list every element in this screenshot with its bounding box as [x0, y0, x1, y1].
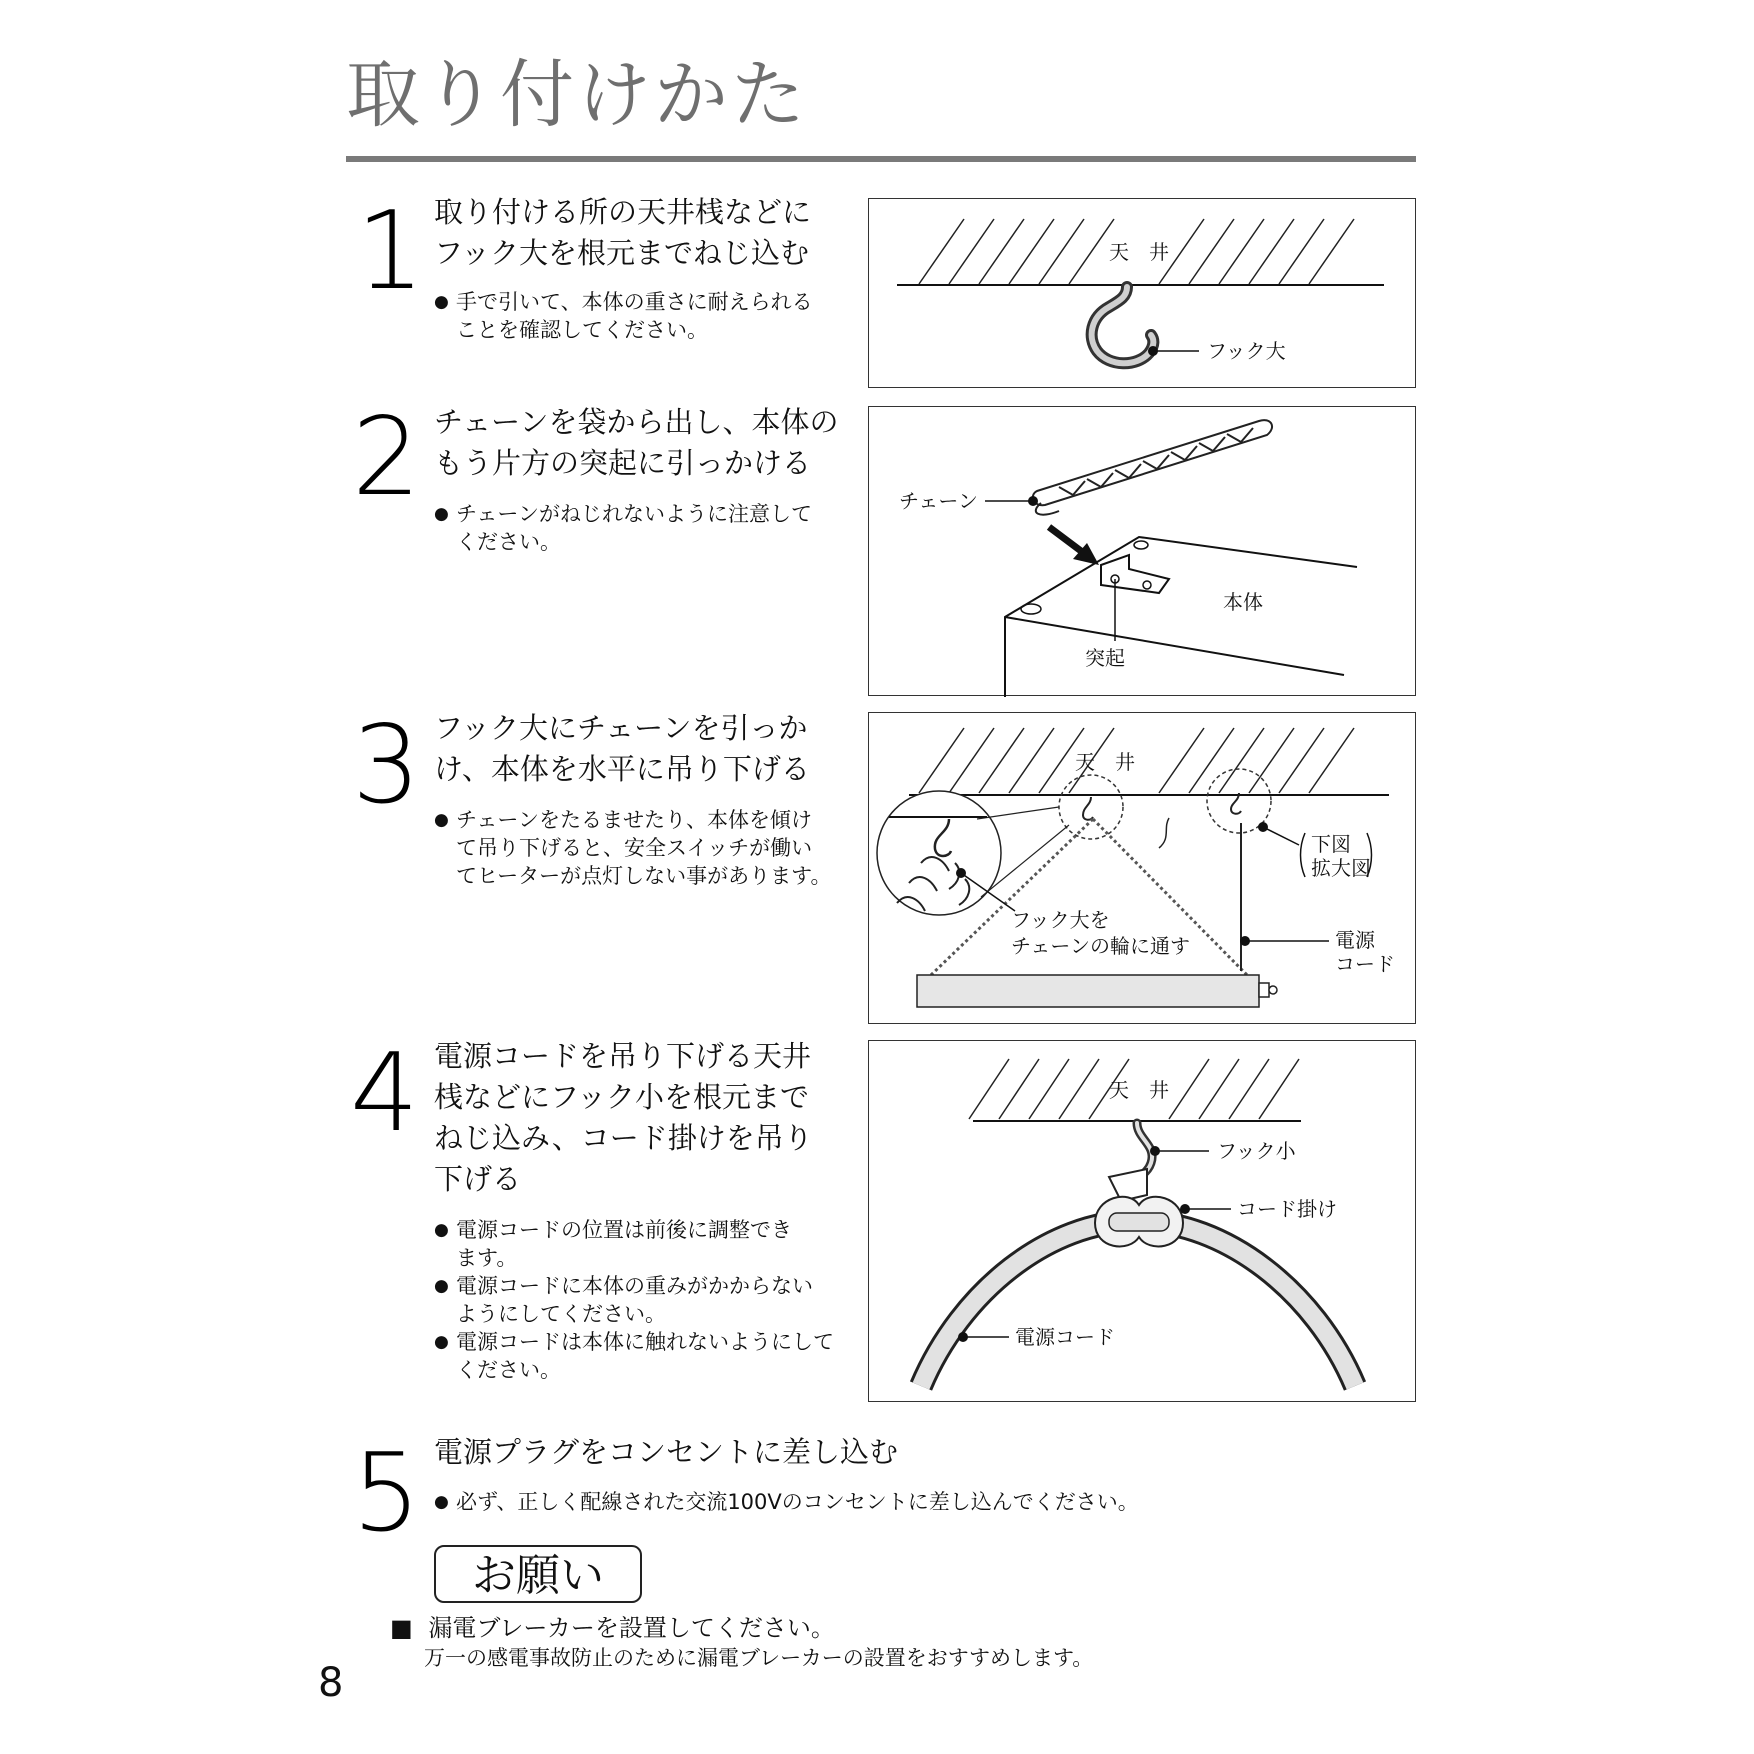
step-2-number: 2: [352, 395, 421, 520]
bullet-line: ● 必ず、正しく配線された交流100Vのコンセントに差し込んでください。: [456, 1490, 1139, 1514]
fig3-cord-label-2: コード: [1335, 952, 1395, 976]
step-3-number: 3: [352, 703, 421, 828]
bullet-line: ● 電源コードの位置は前後に調整でき: [456, 1218, 792, 1242]
step-5-heading: [434, 1432, 898, 1473]
step-1-heading-line: フック大を根元までねじ込む: [434, 236, 809, 270]
fig2-chain-label: チェーン: [899, 489, 978, 513]
step-2-heading-line: もう片方の突起に引っかける: [434, 446, 812, 480]
request-line-2: 万一の感電事故防止のために漏電ブレーカーの設置をおすすめします。: [424, 1646, 1094, 1670]
bullet-line: ください。: [456, 530, 561, 554]
bullet-item: [434, 1488, 1139, 1516]
step-4-heading-line: ねじ込み、コード掛けを吊り: [434, 1121, 813, 1155]
bullet-line: ようにしてください。: [456, 1302, 666, 1326]
figure-3-hanging: [868, 712, 1416, 1024]
figure-3-drawing: [869, 713, 1417, 1025]
step-5-number: 5: [352, 1431, 421, 1556]
step-1-bullets: [434, 288, 813, 344]
fig3-ceiling-label: 天 井: [1075, 750, 1135, 774]
bullet-item: [434, 806, 831, 890]
page-number: 8: [318, 1660, 344, 1706]
bullet-item: [434, 500, 812, 556]
figure-2-drawing: [869, 407, 1417, 697]
page-title: 取り付けかた: [346, 52, 808, 138]
step-3-heading-line: け、本体を水平に吊り下げる: [434, 752, 810, 786]
step-3-heading-line: フック大にチェーンを引っか: [434, 711, 808, 745]
bullet-item: [434, 1328, 834, 1384]
fig4-hook-small-label: フック小: [1217, 1139, 1296, 1163]
fig3-enlarged-label-1: 下図: [1311, 832, 1351, 856]
request-line-1-text: 漏電ブレーカーを設置してください。: [428, 1614, 835, 1642]
request-box: お願い: [434, 1545, 642, 1603]
bullet-line: ● 電源コードに本体の重みがかからない: [456, 1274, 813, 1298]
fig1-ceiling-label: 天 井: [1109, 240, 1169, 264]
figure-1-drawing: [869, 199, 1417, 389]
step-4-heading-line: 電源コードを吊り下げる天井: [434, 1039, 812, 1073]
bullet-line: て吊り下げると、安全スイッチが働い: [456, 836, 813, 860]
bullet-line: ● 手で引いて、本体の重さに耐えられる: [456, 290, 813, 314]
fig3-pass-label-2: チェーンの輪に通す: [1011, 934, 1190, 958]
bullet-line: ● 電源コードは本体に触れないようにして: [456, 1330, 834, 1354]
fig2-protrusion-label: 突起: [1085, 646, 1125, 670]
fig4-power-cord-label: 電源コード: [1015, 1325, 1115, 1349]
step-4-heading-line: 桟などにフック小を根元まで: [434, 1080, 809, 1114]
step-4-number: 4: [350, 1031, 419, 1156]
bullet-line: ことを確認してください。: [456, 318, 708, 342]
bullet-item: [434, 1216, 834, 1272]
figure-4-drawing: [869, 1041, 1417, 1403]
step-5-bullets: [434, 1488, 1139, 1516]
step-1-heading: [434, 192, 811, 274]
step-2-heading-line: チェーンを袋から出し、本体の: [434, 405, 839, 439]
fig1-hook-label: フック大: [1207, 339, 1286, 363]
fig3-pass-label-1: フック大を: [1011, 908, 1110, 932]
fig4-cord-hanger-label: コード掛け: [1237, 1197, 1337, 1221]
bullet-line: ● チェーンがねじれないように注意して: [456, 502, 812, 526]
step-1-heading-line: 取り付ける所の天井桟などに: [434, 195, 812, 229]
bullet-line: てヒーターが点灯しない事があります。: [456, 864, 832, 888]
bullet-item: [434, 288, 813, 344]
bullet-line: ください。: [456, 1358, 561, 1382]
figure-1-hook: [868, 198, 1416, 388]
step-1-number: 1: [356, 189, 425, 314]
fig4-ceiling-label: 天 井: [1109, 1078, 1169, 1102]
step-2-heading: [434, 402, 839, 484]
fig3-enlarged-label-2: 拡大図: [1311, 856, 1371, 880]
step-3-bullets: [434, 806, 831, 890]
title-rule: [346, 156, 1416, 162]
fig3-cord-label-1: 電源: [1335, 928, 1375, 952]
step-2-bullets: [434, 500, 812, 556]
bullet-line: ● チェーンをたるませたり、本体を傾け: [456, 808, 812, 832]
step-4-heading: [434, 1036, 813, 1200]
step-4-bullets: [434, 1216, 834, 1384]
step-4-heading-line: 下げる: [434, 1162, 522, 1196]
step-3-heading: [434, 708, 810, 790]
figure-4-cord-hanger: [868, 1040, 1416, 1402]
step-5-heading-line: 電源プラグをコンセントに差し込む: [434, 1435, 899, 1469]
square-marker-icon: ■: [390, 1614, 413, 1642]
bullet-item: [434, 1272, 834, 1328]
figure-2-chain: [868, 406, 1416, 696]
fig2-body-label: 本体: [1223, 590, 1263, 614]
request-line-1: [390, 1608, 835, 1643]
bullet-line: ます。: [456, 1246, 518, 1270]
